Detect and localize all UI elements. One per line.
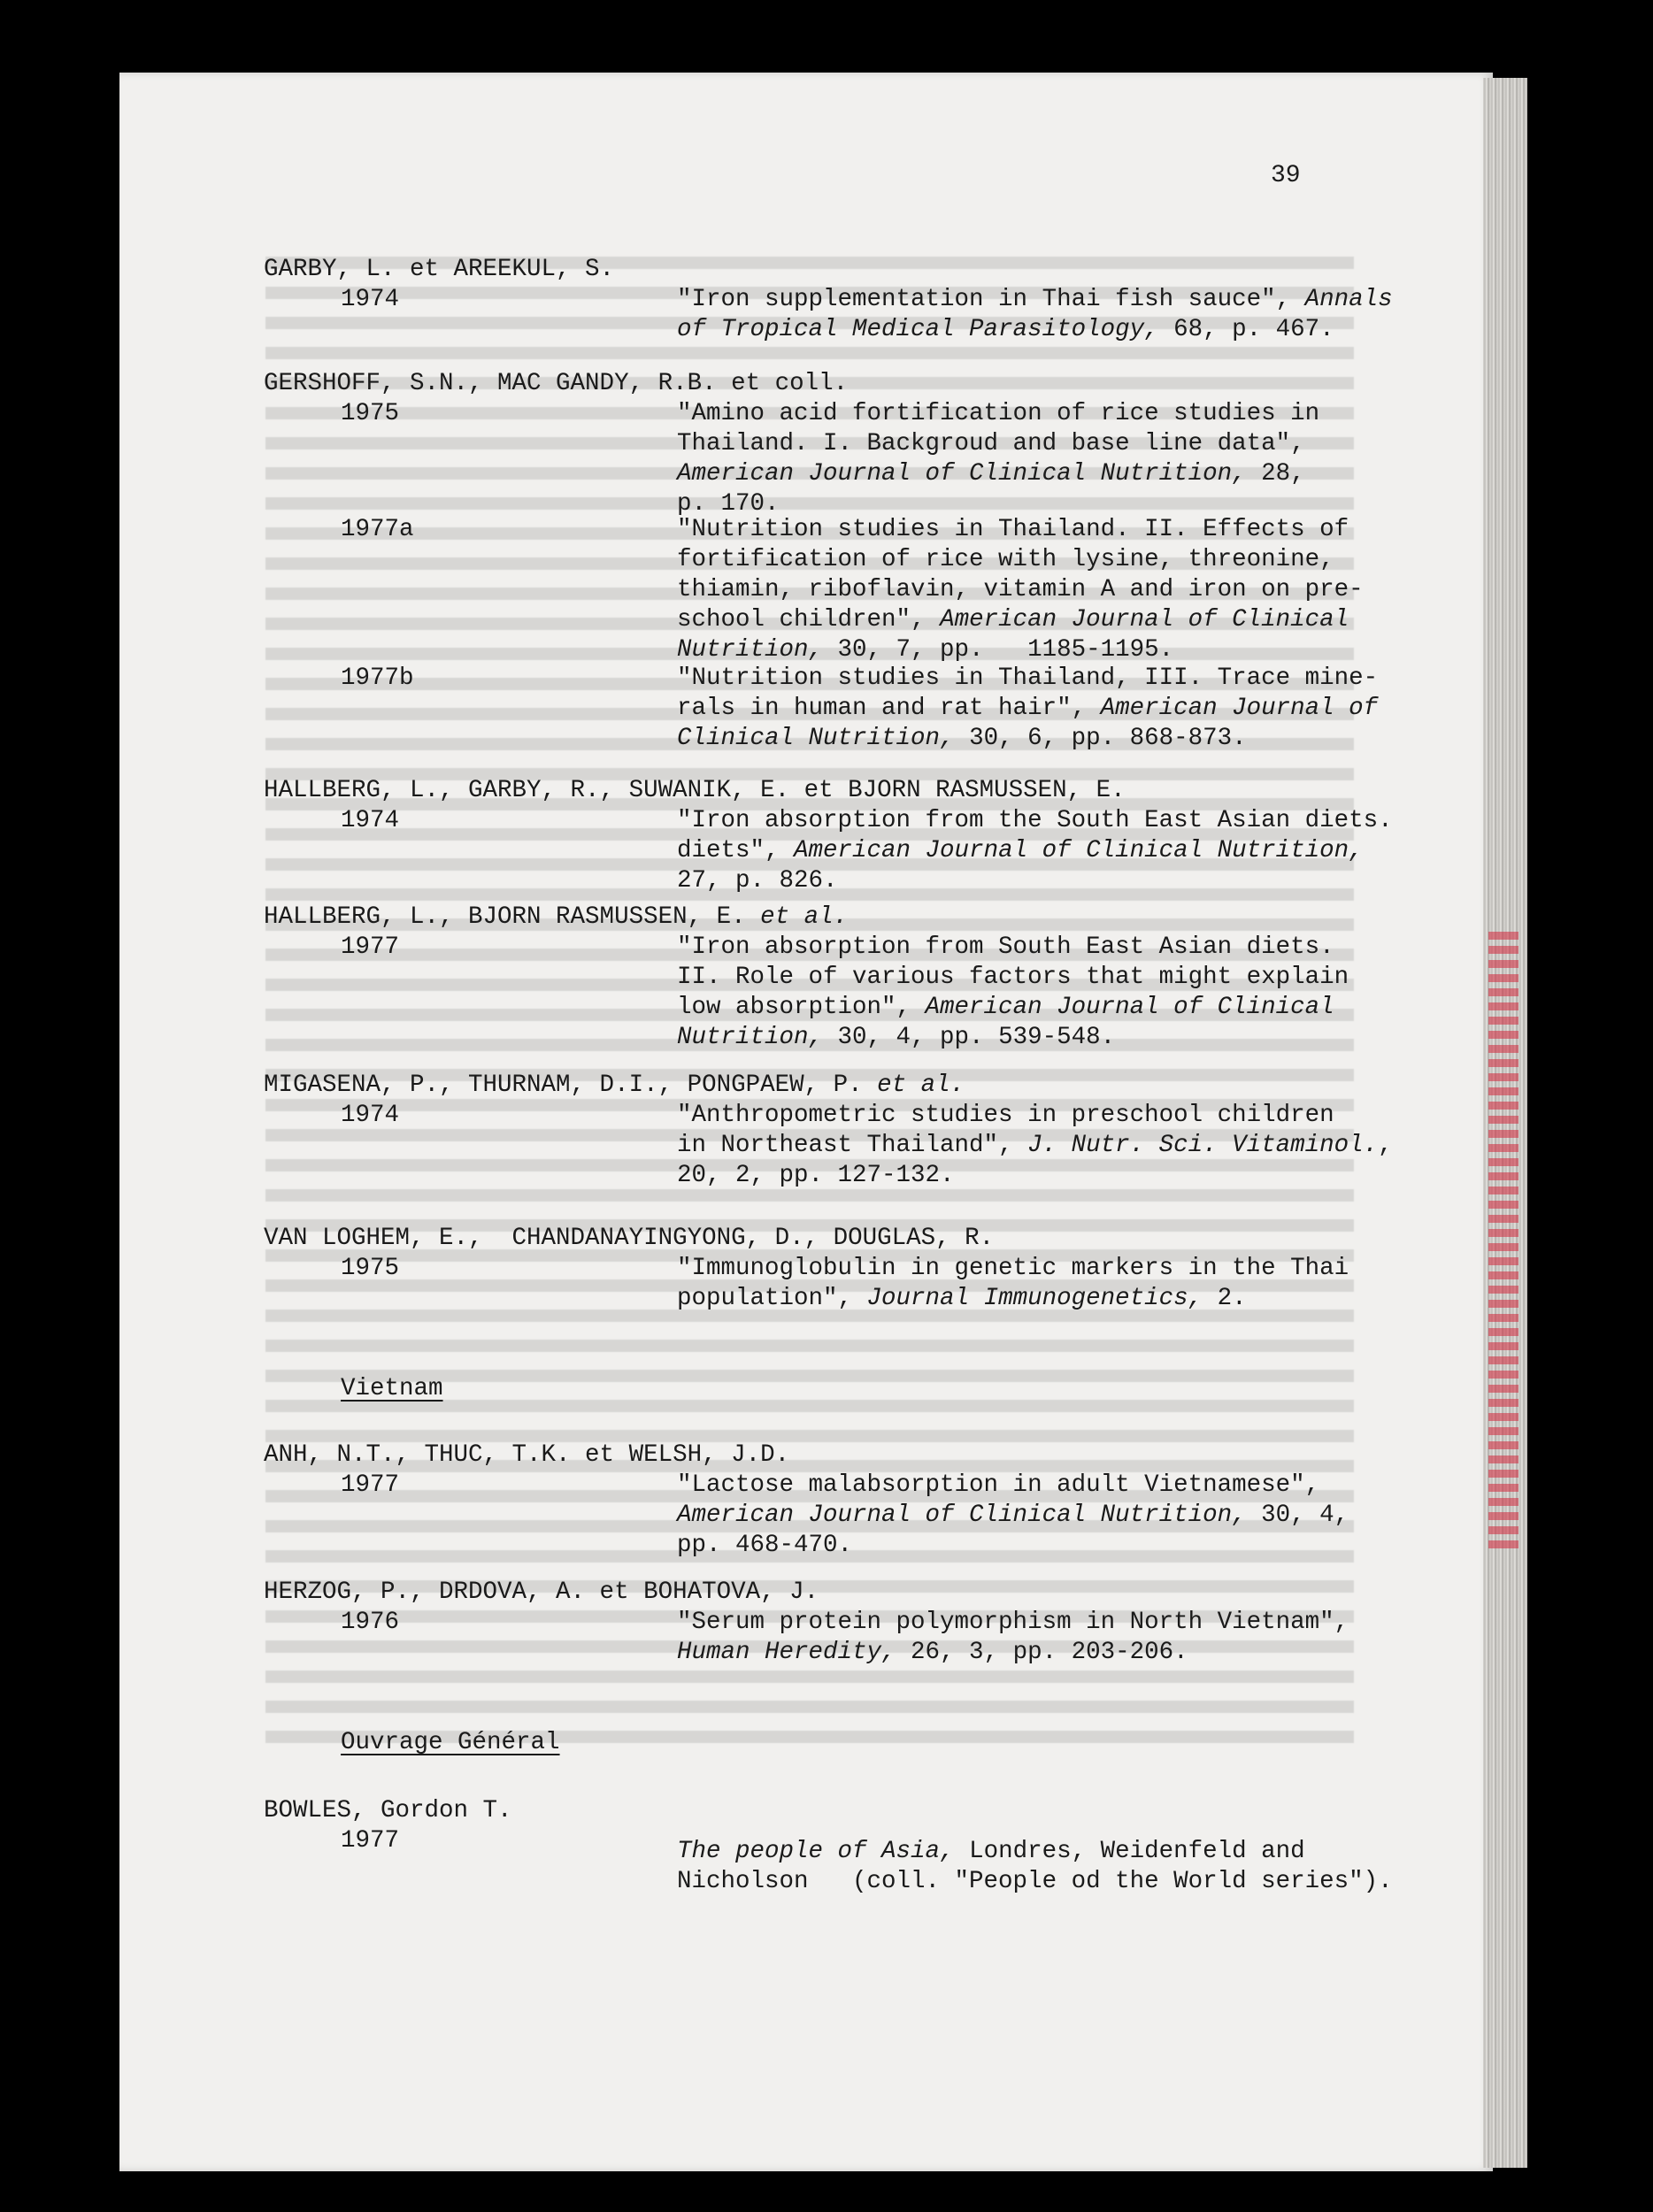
author-text: MIGASENA, P., THURNAM, D.I., PONGPAEW, P. [264,1071,878,1099]
author-text: HALLBERG, L., GARBY, R., SUWANIK, E. et BJORN RASMUSSEN, E. [264,777,1126,804]
reference-text: "Iron supplementation in Thai fish sauce", [677,286,1305,313]
section-heading: Ouvrage Général [341,1729,560,1756]
reference-line [677,575,1364,605]
author-text: ANH, N.T., THUC, T.K. et WELSH, J.D. [264,1441,790,1469]
reference-line [677,635,1173,665]
reference-italic: The people of Asia, [677,1838,955,1865]
reference-italic: American Journal of Clinical Nutrition, [677,460,1247,488]
reference-text: "Serum protein polymorphism in North Vietnam", [677,1609,1349,1636]
reference-italic: Nutrition, [677,1024,824,1051]
entry-year: 1977 [341,1827,400,1855]
reference-line [677,963,1349,993]
entry-author [264,1440,789,1471]
reference-line [677,866,838,896]
reference-line [677,1131,1393,1161]
author-text: VAN LOGHEM, E., CHANDANAYINGYONG, D., DOUGLAS, R. [264,1225,995,1252]
entry-year: 1977b [341,664,414,692]
reference-line [677,1608,1349,1638]
reference-text: in Northeast Thailand", [677,1132,1028,1159]
reference-text: 28, [1246,460,1305,488]
reference-line [677,399,1319,429]
reference-text: "Nutrition studies in Thailand. II. Effects of [677,516,1349,543]
reference-italic: American Journal of [1100,695,1379,722]
reference-line [677,459,1305,489]
entry-author [264,255,614,285]
reference-text: 30, 4, [1246,1502,1349,1529]
reference-text: Nicholson (coll. "People od the World series"). [677,1868,1393,1895]
entry-year: 1976 [341,1609,400,1636]
reference-text: rals in human and rat hair", [677,695,1101,722]
reference-text: p. 170. [677,490,780,518]
reference-text: "Anthropometric studies in preschool children [677,1102,1334,1129]
reference-line [677,315,1334,345]
section-heading: Vietnam [341,1375,443,1402]
reference-line [677,694,1378,724]
reference-line [677,664,1378,694]
reference-text: "Iron absorption from the South East Asian diets. [677,807,1393,834]
author-text: BOWLES, Gordon T. [264,1797,512,1824]
reference-line [677,1284,1247,1314]
author-et-al: et al. [760,903,849,931]
entry-year: 1977 [341,1471,400,1499]
reference-line [677,1101,1334,1131]
reference-text: 30, 6, pp. 868-873. [954,725,1247,752]
reference-text: 20, 2, pp. 127-132. [677,1162,955,1189]
reference-text: thiamin, riboflavin, vitamin A and iron on pre- [677,576,1364,603]
reference-italic: American Journal of Clinical [925,994,1334,1021]
entry-year: 1975 [341,400,400,427]
edge-stamp [1488,929,1518,1548]
reference-italic: Human Heredity, [677,1639,896,1666]
reference-line [677,933,1334,963]
reference-line [677,993,1334,1023]
entry-author [264,1224,994,1254]
reference-italic: American Journal of Clinical [940,606,1349,634]
author-text: GERSHOFF, S.N., MAC GANDY, R.B. et coll. [264,370,849,397]
reference-text: population", [677,1285,867,1312]
reference-text: diets", [677,837,795,864]
entry-author [264,1071,965,1101]
entry-year: 1974 [341,1102,400,1129]
reference-line [677,1638,1188,1668]
entry-year: 1975 [341,1255,400,1282]
reference-italic: American Journal of Clinical Nutrition, [794,837,1364,864]
page-number: 39 [1271,162,1301,189]
reference-text: "Immunoglobulin in genetic markers in the Thai [677,1255,1349,1282]
reference-line [677,1531,852,1561]
entry-author [264,902,848,933]
reference-text: 2. [1203,1285,1247,1312]
reference-text: low absorption", [677,994,926,1021]
reference-text: "Lactose malabsorption in adult Vietnamese", [677,1471,1320,1499]
reference-line [677,1254,1349,1284]
reference-text: Londres, Weidenfeld and [954,1838,1305,1865]
reference-line [677,1867,1393,1897]
author-et-al: et al. [877,1071,965,1099]
entry-year: 1974 [341,807,400,834]
reference-italic: Nutrition, [677,636,824,664]
reference-line [677,285,1393,315]
reference-line [677,605,1349,635]
reference-line [677,1161,955,1191]
reference-line [677,429,1305,459]
entry-author [264,776,1126,806]
reference-line [677,836,1364,866]
reference-text: "Nutrition studies in Thailand, III. Trace mine- [677,664,1379,692]
reference-text: 68, p. 467. [1158,316,1334,343]
reference-text: 30, 4, pp. 539-548. [823,1024,1116,1051]
entry-author [264,369,848,399]
author-text: HERZOG, P., DRDOVA, A. et BOHATOVA, J. [264,1578,819,1606]
reference-italic: Journal Immunogenetics, [866,1285,1203,1312]
entry-year: 1977a [341,516,414,543]
reference-text: , [1378,1132,1393,1159]
entry-author [264,1796,512,1826]
reference-line [677,1501,1349,1531]
reference-text: 27, p. 826. [677,867,838,895]
reference-line [677,515,1349,545]
reference-text: II. Role of various factors that might explain [677,964,1349,991]
reference-text: Thailand. I. Backgroud and base line data", [677,430,1305,457]
reference-text: school children", [677,606,941,634]
reference-italic: Annals [1304,286,1393,313]
reference-italic: American Journal of Clinical Nutrition, [677,1502,1247,1529]
reference-line [677,1837,1305,1867]
reference-line [677,545,1334,575]
reference-italic: J. Nutr. Sci. Vitaminol. [1027,1132,1379,1159]
entry-author [264,1578,819,1608]
reference-line [677,806,1393,836]
reference-line [677,724,1247,754]
entry-year: 1974 [341,286,400,313]
reference-text: "Iron absorption from South East Asian diets. [677,933,1334,961]
reference-italic: of Tropical Medical Parasitology, [677,316,1159,343]
reference-text: 30, 7, pp. 1185-1195. [823,636,1174,664]
reference-text: "Amino acid fortification of rice studies in [677,400,1320,427]
reference-text: fortification of rice with lysine, threonine, [677,546,1334,573]
entry-year: 1977 [341,933,400,961]
reference-line [677,1471,1319,1501]
reference-text: pp. 468-470. [677,1532,853,1559]
author-text: HALLBERG, L., BJORN RASMUSSEN, E. [264,903,761,931]
reference-line [677,1023,1115,1053]
author-text: GARBY, L. et AREEKUL, S. [264,256,615,283]
reference-text: 26, 3, pp. 203-206. [896,1639,1188,1666]
reference-italic: Clinical Nutrition, [677,725,955,752]
